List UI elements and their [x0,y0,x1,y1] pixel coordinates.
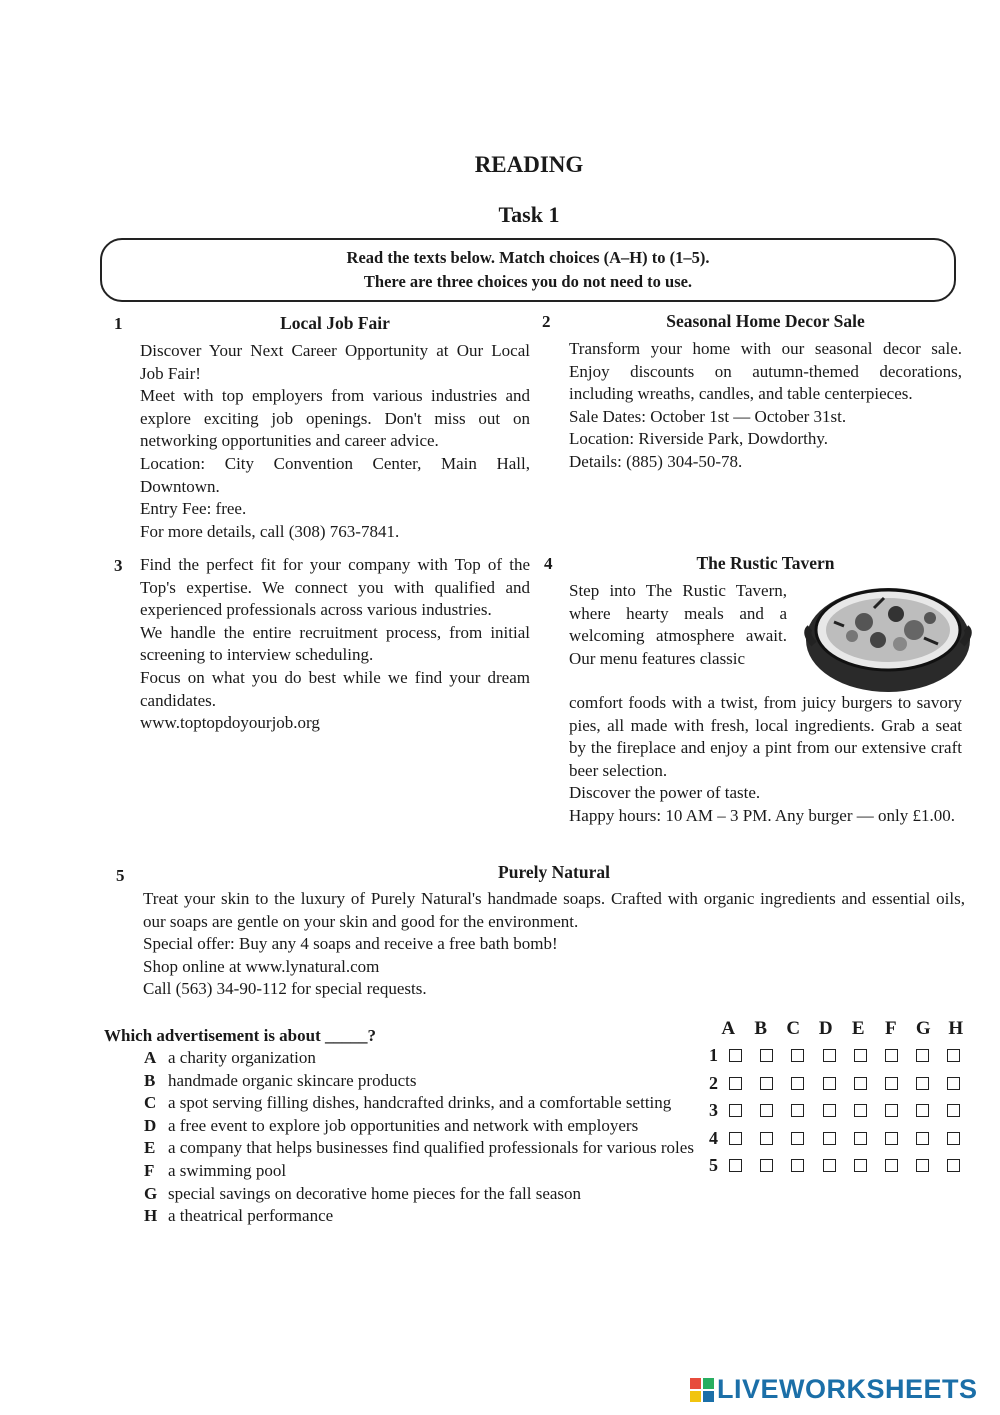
task-title: Task 1 [498,202,560,227]
column-letter: H [948,1018,964,1039]
ad-1-line: Location: City Convention Center, Main Hall, Downtown. [140,453,530,496]
food-dish-illustration [804,578,972,696]
answer-checkbox[interactable] [729,1159,742,1172]
option-d: D a free event to explore job opportunities and network with employers [144,1115,639,1135]
answer-checkbox[interactable] [885,1132,898,1145]
column-letter: B [754,1018,768,1039]
ad-3-line: www.toptopdoyourjob.org [140,713,320,733]
answer-checkbox[interactable] [823,1159,836,1172]
answer-checkbox[interactable] [947,1104,960,1117]
answer-row-number: 3 [709,1100,718,1121]
ad-1-line: Meet with top employers from various industries and explore exciting job openings. Don't miss out on networking opportunities and career advice. [140,386,530,451]
option-c: C a spot serving filling dishes, handcrafted drinks, and a comfortable setting [144,1093,672,1113]
ad-5-line: Treat your skin to the luxury of Purely Natural's handmade soaps. Crafted with organic ingredients and essential oils, our soaps are gentle on your skin and good for the environment. [143,889,965,931]
option-b: B handmade organic skincare products [144,1070,417,1090]
options-list [144,1047,694,1228]
ad-2-line: Sale Dates: October 1st — October 31st. [569,406,847,426]
ad-2-title: Seasonal Home Decor Sale [666,311,865,331]
question-prompt: Which advertisement is about _____? [104,1026,376,1045]
answer-checkbox[interactable] [916,1159,929,1172]
ad-1-number: 1 [114,314,123,333]
option-f: F a swimming pool [144,1160,287,1180]
answer-row-number: 1 [709,1045,718,1066]
answer-checkbox[interactable] [791,1049,804,1062]
column-letter: D [818,1018,833,1039]
answer-checkbox[interactable] [823,1077,836,1090]
answer-checkbox[interactable] [729,1049,742,1062]
ad-3-line: Find the perfect fit for your company with Top of the Top's expertise. We connect you with qualified and experienced professionals across various industries. [140,555,530,620]
ad-3-number: 3 [114,556,123,575]
answer-checkbox[interactable] [885,1104,898,1117]
ad-2-number: 2 [542,312,551,331]
answer-checkbox[interactable] [760,1049,773,1062]
answer-checkbox[interactable] [823,1049,836,1062]
ad-4-line: Happy hours: 10 AM – 3 PM. Any burger — only £1.00. [569,805,955,825]
answer-checkbox[interactable] [947,1077,960,1090]
answer-checkbox[interactable] [791,1159,804,1172]
option-g: G special savings on decorative home pieces for the fall season [144,1183,582,1203]
ad-1-line: For more details, call (308) 763-7841. [140,521,400,541]
ad-2-line: Transform your home with our seasonal decor sale. Enjoy discounts on autumn-themed decorations, including wreaths, candles, and table centerpieces. [569,339,962,404]
ad-1-title: Local Job Fair [280,313,390,333]
ad-4-text [569,692,962,828]
ad-2-line: Location: Riverside Park, Dowdorthy. [569,429,829,449]
answer-checkbox[interactable] [729,1104,742,1117]
answer-checkbox[interactable] [854,1077,867,1090]
answer-row [698,1070,972,1098]
ad-5-text [143,888,965,1001]
ad-1-line: Entry Fee: free. [140,499,247,519]
column-letter: A [721,1018,736,1039]
logo-text: LIVEWORKSHEETS [717,1374,978,1404]
answer-checkbox[interactable] [885,1159,898,1172]
answer-row [698,1042,972,1070]
answer-checkbox[interactable] [916,1049,929,1062]
ad-3-line: Focus on what you do best while we find your dream candidates. [140,667,530,710]
answer-checkbox[interactable] [854,1049,867,1062]
answer-row [698,1152,972,1180]
ad-4-intro: Step into The Rustic Tavern, where hearty meals and a welcoming atmosphere await. Our menu features classic [569,581,787,668]
instructions-line-2: There are three choices you do not need to use. [363,272,693,291]
answer-checkbox[interactable] [885,1077,898,1090]
column-letter: F [884,1018,897,1039]
answer-checkbox[interactable] [916,1132,929,1145]
answer-checkbox[interactable] [791,1104,804,1117]
instructions-line-1: Read the texts below. Match choices (A–H) to (1–5). [346,248,710,267]
option-e: E a company that helps businesses find qualified professionals for various roles [144,1138,694,1158]
option-a: A a charity organization [144,1048,316,1067]
ad-4-line: comfort foods with a twist, from juicy burgers to savory pies, all made with fresh, local ingredients. Grab a seat by the fireplace and enjoy a pint from our extensive craft beer selection. [569,693,962,780]
answer-row [698,1125,972,1153]
answer-checkbox[interactable] [947,1132,960,1145]
answer-checkbox[interactable] [791,1132,804,1145]
ad-2-text [569,338,962,474]
answer-checkbox[interactable] [760,1077,773,1090]
page-title: READING [474,152,584,177]
answer-grid [698,1018,972,1180]
ad-1-text [140,340,530,543]
answer-checkbox[interactable] [791,1077,804,1090]
ad-3-text [140,554,530,735]
instructions-box [100,238,956,302]
logo-squares-icon [690,1378,714,1402]
ad-3-line: We handle the entire recruitment process, from initial screening to interview scheduling. [140,622,530,665]
answer-checkbox[interactable] [729,1132,742,1145]
answer-checkbox[interactable] [916,1104,929,1117]
answer-checkbox[interactable] [947,1159,960,1172]
answer-checkbox[interactable] [823,1132,836,1145]
ad-5-line: Special offer: Buy any 4 soaps and receive a free bath bomb! [143,934,558,954]
answer-checkbox[interactable] [916,1077,929,1090]
ad-2-line: Details: (885) 304-50-78. [569,451,743,471]
option-h: H a theatrical performance [144,1206,334,1226]
answer-row-number: 2 [709,1072,718,1093]
ad-4-title: The Rustic Tavern [696,553,835,573]
answer-checkbox[interactable] [854,1104,867,1117]
column-letter: G [915,1018,931,1039]
liveworksheets-logo [690,1374,978,1405]
ad-4-number: 4 [544,554,553,573]
ad-1-line: Discover Your Next Career Opportunity at Our Local Job Fair! [140,341,530,383]
answer-grid-header [698,1018,972,1042]
answer-checkbox[interactable] [823,1104,836,1117]
ad-5-line: Shop online at www.lynatural.com [143,956,380,976]
ad-5-line: Call (563) 34-90-112 for special requests. [143,979,427,999]
answer-checkbox[interactable] [885,1049,898,1062]
column-letter: C [786,1018,801,1039]
column-letter: E [851,1018,865,1039]
ad-4-line: Discover the power of taste. [569,783,761,803]
answer-checkbox[interactable] [760,1159,773,1172]
answer-checkbox[interactable] [854,1159,867,1172]
answer-checkbox[interactable] [947,1049,960,1062]
ad-5-title: Purely Natural [498,862,610,882]
answer-checkbox[interactable] [760,1132,773,1145]
answer-row-number: 4 [709,1127,718,1148]
answer-row [698,1097,972,1125]
answer-row-number: 5 [709,1155,718,1176]
answer-checkbox[interactable] [729,1077,742,1090]
ad-5-number: 5 [116,866,125,885]
answer-checkbox[interactable] [854,1132,867,1145]
answer-checkbox[interactable] [760,1104,773,1117]
